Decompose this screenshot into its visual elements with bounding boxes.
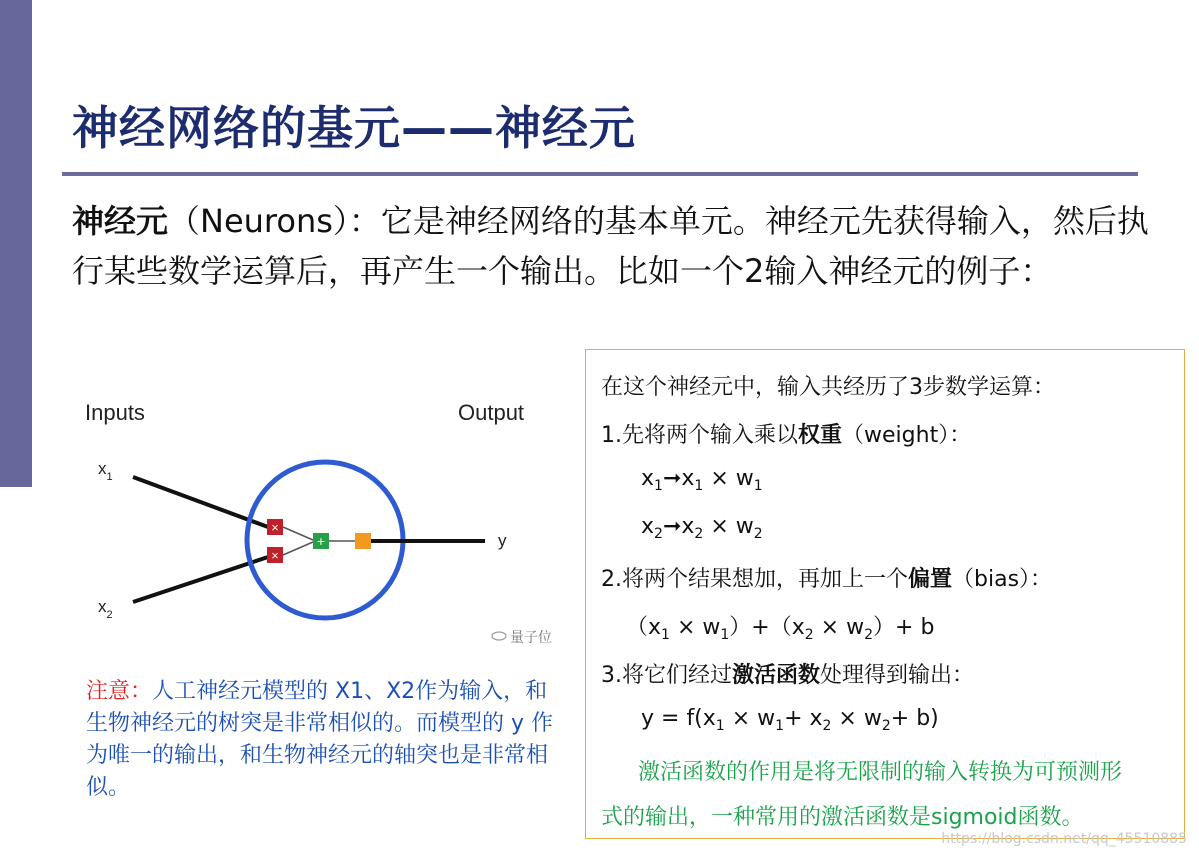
step2-bold: 偏置 [908,567,953,592]
input-edge-x2 [133,557,268,602]
box-intro: 在这个神经元中，输入共经历了3步数学运算： [601,375,1055,400]
multiply-symbol-2: × [271,548,279,563]
internal-edge-2 [283,542,313,555]
logo-text: 量子位 [510,629,552,645]
step1-eq1: $x_1➞x_1 \times w_1$ [641,466,763,494]
x1-label: $x_1$ [98,459,113,483]
watermark: https://blog.csdn.net/qq_45510885 [941,831,1187,847]
x2-label: $x_2$ [98,597,113,621]
step3-bold: 激活函数 [732,663,821,688]
y-label: y [498,531,507,550]
arrow-icon: ➞ [662,514,682,539]
step2-eq: $(x_1 \times w_1)+(x_2 \times w_2)+ b$ [626,615,935,643]
step1-line: 1.先将两个输入乘以权重（weight）： [601,423,972,448]
add-symbol: + [316,533,326,549]
title-divider [62,172,1138,176]
step3-line: 3.将它们经过激活函数处理得到输出： [601,663,975,688]
intro-paragraph [72,196,1162,296]
slide-title: 神经网络的基元——神经元 [72,101,636,155]
side-accent-bar [0,0,32,487]
inputs-label: Inputs [85,400,145,425]
multiply-symbol-1: × [271,520,279,535]
intro-term: 神经元 [72,202,169,240]
logo-icon [492,632,506,640]
internal-edge-1 [283,527,313,540]
note-text: 人工神经元模型的 X1、X2作为输入，和生物神经元的树突是非常相似的。而模型的 y 作为唯一的输出，和生物神经元的轴突也是非常相似。 [86,679,554,800]
activation-note-line2: 式的输出，一种常用的激活函数是sigmoid函数。 [601,805,1084,830]
activation-node [355,533,371,549]
logo-mark [492,629,552,645]
explanation-box [585,349,1185,839]
step1-eq2: $x_2➞x_2 \times w_2$ [641,514,763,542]
output-label: Output [458,400,525,425]
arrow-icon: ➞ [662,466,682,491]
step2-line: 2.将两个结果想加，再加上一个偏置（bias）： [601,567,1053,592]
step3-eq: $y = f(x_1 \times w_1+ x_2 \times w_2+ b)$ [641,706,939,734]
neuron-diagram [70,380,570,660]
intro-text: （Neurons）：它是神经网络的基本单元。神经元先获得输入，然后执行某些数学运算后，再产生一个输出。比如一个2输入神经元的例子： [72,202,1149,290]
note-label: 注意： [86,679,153,704]
activation-note-line1: 激活函数的作用是将无限制的输入转换为可预测形 [638,760,1123,785]
note-paragraph [86,676,558,804]
step1-bold: 权重 [798,423,843,448]
